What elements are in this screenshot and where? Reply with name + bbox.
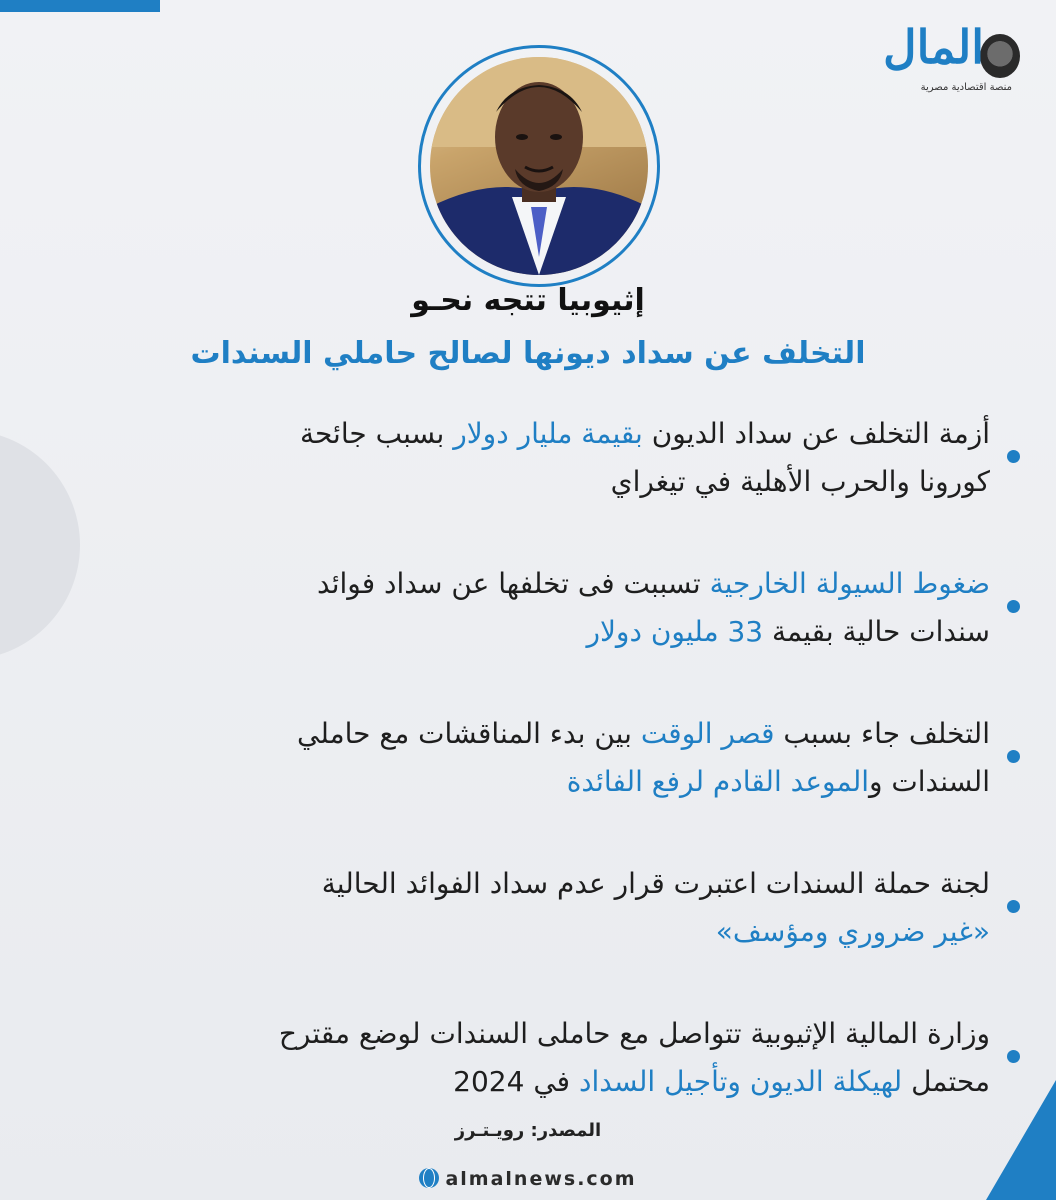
brand-logo bbox=[870, 20, 1020, 100]
text-segment: في 2024 bbox=[453, 1065, 579, 1098]
bullet-line-2 bbox=[70, 908, 990, 956]
bullet-dot-icon bbox=[1007, 1050, 1020, 1063]
headline-line-1: إثيوبيا تتجه نحـو bbox=[411, 283, 645, 318]
bullet-text bbox=[70, 1010, 990, 1106]
bullet-point bbox=[70, 410, 1020, 560]
decorative-circle bbox=[0, 430, 80, 660]
highlighted-segment: الموعد القادم لرفع الفائدة bbox=[566, 765, 869, 798]
text-segment: تسببت فى تخلفها عن سداد فوائد bbox=[317, 567, 710, 600]
highlighted-segment: «غير ضروري ومؤسف» bbox=[715, 915, 990, 948]
highlighted-segment: لهيكلة الديون وتأجيل السداد bbox=[578, 1065, 903, 1098]
website-url[interactable]: almalnews.com bbox=[445, 1168, 637, 1190]
text-segment: بين بدء المناقشات مع حاملي bbox=[297, 717, 641, 750]
highlighted-segment: 33 مليون دولار bbox=[586, 615, 764, 648]
text-segment: أزمة التخلف عن سداد الديون bbox=[642, 417, 990, 450]
highlighted-segment: بقيمة مليار دولار bbox=[453, 417, 643, 450]
headline-line-2: التخلف عن سداد ديونها لصالح حاملي السندات bbox=[190, 336, 866, 371]
portrait-photo bbox=[430, 57, 648, 275]
bullet-line-2 bbox=[70, 1058, 990, 1106]
logo-emblem-icon bbox=[980, 34, 1020, 78]
bullet-dot-icon bbox=[1007, 600, 1020, 613]
bullet-line-1 bbox=[70, 410, 990, 458]
globe-icon bbox=[419, 1168, 439, 1188]
bullet-line-2 bbox=[70, 458, 990, 506]
logo-tagline: منصة اقتصادية مصرية bbox=[920, 82, 1012, 93]
text-segment: وزارة المالية الإثيوبية تتواصل مع حاملى السندات لوضع مقترح bbox=[278, 1017, 990, 1050]
bullet-dot-icon bbox=[1007, 900, 1020, 913]
bullet-text bbox=[70, 710, 990, 806]
source-credit: المصدر: رويـتـرز bbox=[454, 1120, 602, 1141]
text-segment: سندات حالية بقيمة bbox=[763, 615, 990, 648]
website-footer[interactable] bbox=[0, 1168, 1056, 1190]
highlighted-segment: ضغوط السيولة الخارجية bbox=[709, 567, 990, 600]
bullet-line-1 bbox=[70, 1010, 990, 1058]
bullet-line-1 bbox=[70, 710, 990, 758]
text-segment: التخلف جاء بسبب bbox=[774, 717, 990, 750]
bullet-dot-icon bbox=[1007, 750, 1020, 763]
bullet-line-1 bbox=[70, 560, 990, 608]
bullet-line-2 bbox=[70, 608, 990, 656]
bullet-text bbox=[70, 860, 990, 956]
bullet-dot-icon bbox=[1007, 450, 1020, 463]
text-segment: كورونا والحرب الأهلية في تيغراي bbox=[610, 465, 990, 498]
text-segment: بسبب جائحة bbox=[299, 417, 454, 450]
bullet-points-list bbox=[70, 410, 1020, 1160]
bullet-text bbox=[70, 560, 990, 656]
logo-name: المال bbox=[883, 20, 984, 74]
highlighted-segment: قصر الوقت bbox=[640, 717, 775, 750]
bullet-text bbox=[70, 410, 990, 506]
text-segment: محتمل bbox=[902, 1065, 990, 1098]
bullet-point bbox=[70, 860, 1020, 1010]
bullet-point bbox=[70, 560, 1020, 710]
bullet-point bbox=[70, 710, 1020, 860]
bullet-line-1 bbox=[70, 860, 990, 908]
text-segment: السندات و bbox=[869, 765, 990, 798]
bullet-line-2 bbox=[70, 758, 990, 806]
top-accent-bar bbox=[0, 0, 160, 12]
portrait-illustration bbox=[430, 57, 648, 275]
text-segment: لجنة حملة السندات اعتبرت قرار عدم سداد الفوائد الحالية bbox=[321, 867, 990, 900]
